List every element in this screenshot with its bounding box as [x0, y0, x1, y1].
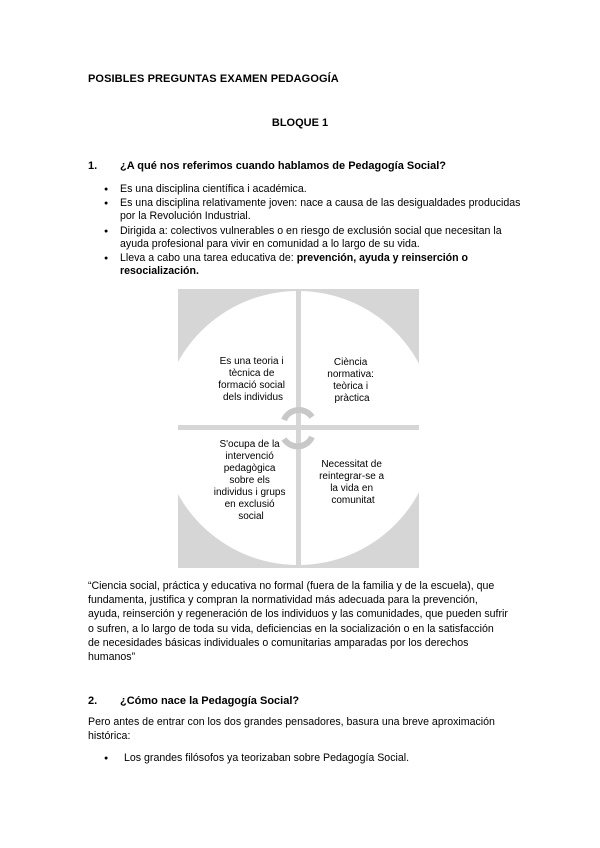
question-2-number: 2. — [88, 695, 98, 707]
list-item: ● Es una disciplina científica i académica. — [104, 183, 524, 196]
quadrant-line: pedagògica — [223, 463, 276, 474]
quadrant-line: Es una teoria i — [219, 356, 284, 367]
question-1-bullets — [104, 183, 524, 279]
quadrant-line: sobre els — [229, 475, 270, 486]
quadrant-line: S'ocupa de la — [219, 439, 280, 450]
question-2-paragraph: Pero antes de entrar con los dos grandes pensadores, basura una breve aproximación histórica: — [88, 716, 495, 743]
diagram-svg — [178, 289, 419, 568]
quadrant-line: normativa: — [327, 369, 374, 380]
quadrant-line: pràctica — [334, 393, 370, 404]
quadrant-top-left — [218, 356, 287, 403]
list-item — [104, 252, 524, 278]
quadrant-line: intervenció — [225, 451, 274, 462]
quadrant-top-right — [327, 357, 376, 404]
list-item-text: Lleva a cabo una tarea educativa de: — [120, 252, 294, 265]
document-title: POSIBLES PREGUNTAS EXAMEN PEDAGOGÍA — [88, 73, 339, 85]
quadrant-line: comunitat — [331, 495, 375, 506]
quadrant-line: social — [238, 511, 264, 522]
quadrant-line: dels individus — [222, 392, 284, 403]
quadrant-line: formació social — [218, 380, 285, 391]
question-2-text: ¿Cómo nace la Pedagogía Social? — [120, 695, 300, 707]
quadrant-diagram — [178, 289, 419, 568]
quadrant-line: en exclusió — [224, 499, 275, 510]
question-2-bullet — [104, 752, 409, 764]
question-1-number: 1. — [88, 160, 98, 172]
quadrant-line: tècnica de — [228, 368, 275, 379]
quadrant-line: Necessitat de — [321, 459, 382, 470]
definition-quote: “Ciencia social, práctica y educativa no formal (fuera de la familia y de la escuela), que fundamenta, justifica y compran la normatividad más adecuada para la prevención, ayuda, reinserción y regeneración de los individuos y las comunidades, que pueden sufrir o sufren, a lo largo de toda su vida, deficiencias en la socialización o en la satisfacción de necesidades básicas individuales o comunitarias amparadas por los derechos humanos” — [88, 580, 508, 664]
question-2 — [88, 695, 299, 707]
list-item-bold: prevención, ayuda y reinserción o resocialización. — [120, 252, 469, 278]
question-1 — [88, 160, 446, 172]
quadrant-line: teòrica i — [333, 381, 369, 392]
bullet-dot-icon: ● — [104, 754, 109, 762]
diagram-horizontal-divider — [178, 425, 419, 430]
list-item-text: Los grandes filósofos ya teorizaban sobre Pedagogía Social. — [124, 752, 410, 764]
quadrant-line: reintegrar-se a — [319, 471, 385, 482]
list-item: ● Es una disciplina relativamente joven: nace a causa de las desigualdades producidas por la Revolución Industrial. — [104, 197, 524, 223]
quadrant-line: la vida en — [330, 483, 374, 494]
quadrant-line: Ciència — [333, 357, 368, 368]
section-heading: BLOQUE 1 — [271, 117, 329, 129]
list-item: ● Dirigida a: colectivos vulnerables o en riesgo de exclusión social que necesitan la ayuda profesional para vivir en comunidad a lo largo de su vida. — [104, 225, 524, 251]
question-1-text: ¿A qué nos referimos cuando hablamos de Pedagogía Social? — [120, 160, 446, 172]
quadrant-line: individus i grups — [213, 487, 286, 498]
